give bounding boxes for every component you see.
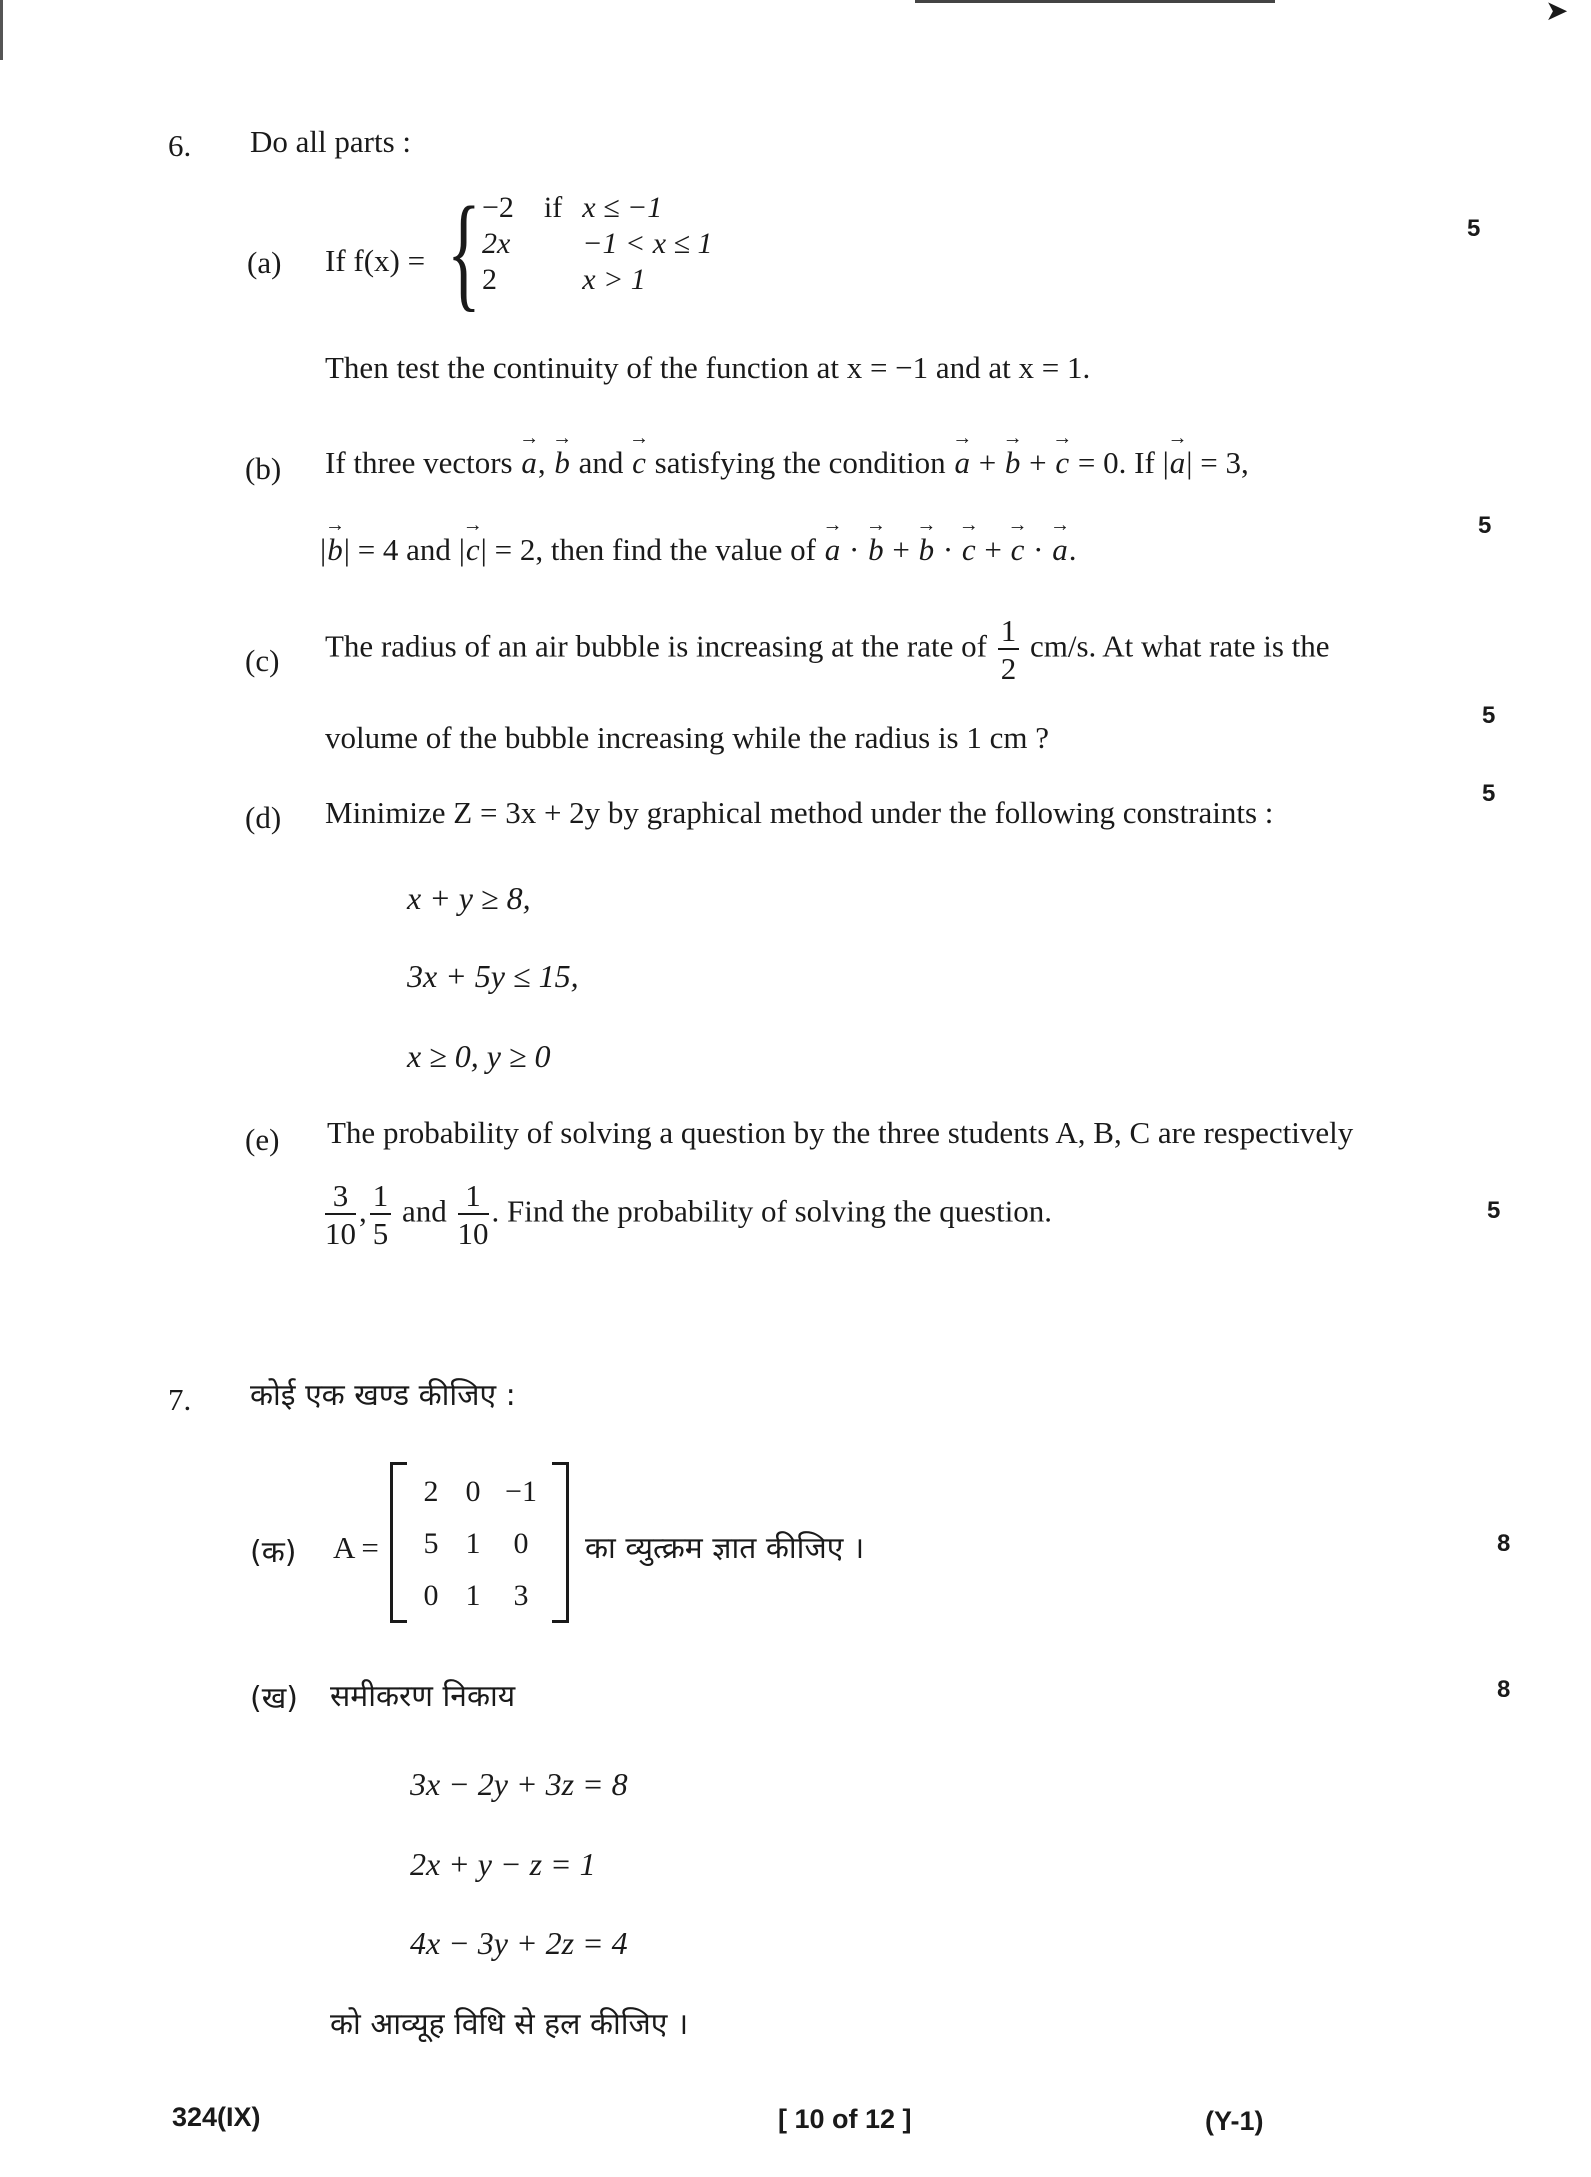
vector-b-mag: → b	[326, 532, 344, 568]
part-c-line-2: volume of the bubble increasing while the radius is 1 cm ?	[325, 720, 1050, 755]
case-3-if	[524, 262, 572, 298]
fraction-1-num: 3	[325, 1180, 356, 1215]
case-2-value: 2x	[482, 227, 511, 260]
case-1-value: −2	[482, 191, 514, 224]
part-c-frac-num: 1	[998, 615, 1020, 650]
part-a-lhs-text: If f(x) =	[325, 243, 426, 278]
question-7-number: 7.	[168, 1382, 192, 1417]
part-b-text-3: = 0. If	[1077, 445, 1155, 480]
part-c-line-1	[325, 615, 1330, 684]
matrix-cell-1-2: 0	[465, 1475, 481, 1508]
fraction-2	[370, 1180, 392, 1249]
case-1-if: if	[543, 191, 563, 224]
part-b-line-2: |→ b| = 4 and |→ c| = 2, then find the value of → a · → b + → b · → c + → c · → a.	[320, 532, 1077, 568]
part-kha-label: (ख)	[250, 1681, 298, 1716]
vector-b: → b	[553, 445, 571, 481]
fraction-3	[458, 1180, 489, 1249]
matrix-a	[410, 1466, 548, 1622]
constraint-2: 3x + 5y ≤ 15,	[407, 958, 579, 994]
part-d-marks: 5	[1482, 780, 1496, 807]
part-e-marks: 5	[1487, 1197, 1501, 1224]
matrix-cell-1-1: 2	[423, 1475, 439, 1508]
fraction-2-num: 1	[370, 1180, 392, 1215]
part-kha-marks: 8	[1497, 1676, 1511, 1703]
part-ka-text: का व्युत्क्रम ज्ञात कीजिए ।	[585, 1531, 865, 1566]
part-b-marks: 5	[1478, 512, 1492, 539]
matrix-left-bracket	[390, 1462, 407, 1623]
footer-paper-code: 324(IX)	[172, 2102, 261, 2132]
part-e-line-2: $\frac{3}{10}$ , $\frac{1}{5}$ and $\frac{1}{10}$ . Find the probability of solving the question.	[325, 1178, 1053, 1251]
vector-c-dot: → c	[961, 532, 977, 568]
vector-a-mag: → a	[1169, 445, 1187, 481]
part-kha-closing: को आव्यूह विधि से हल कीजिए ।	[330, 2007, 689, 2042]
vector-b-dot: → b	[867, 532, 885, 568]
matrix-cell-2-2: 1	[465, 1527, 481, 1560]
fraction-1	[325, 1180, 356, 1249]
part-ka-marks: 8	[1497, 1530, 1511, 1557]
equation-2: 2x + y − z = 1	[410, 1846, 596, 1882]
vector-c-dot2: → c	[1010, 532, 1026, 568]
vector-a: → a	[520, 445, 538, 481]
scan-edge-line	[915, 0, 1275, 3]
matrix-cell-3-1: 0	[423, 1579, 439, 1612]
vector-a-dot: → a	[824, 532, 842, 568]
piecewise-brace: {	[447, 181, 481, 323]
vector-c: → c	[631, 445, 647, 481]
part-e-line-1: The probability of solving a question by the three students A, B, C are respectively	[327, 1115, 1354, 1150]
part-c-text-2: cm/s. At what rate is the	[1029, 628, 1330, 664]
case-1-condition: x ≤ −1	[582, 191, 663, 224]
fraction-1-den: 10	[325, 1216, 356, 1251]
constraint-3: x ≥ 0, y ≥ 0	[407, 1038, 551, 1074]
part-b-text-6: = 2, then find the value of	[494, 532, 817, 567]
matrix-right-bracket	[552, 1462, 569, 1623]
vector-c-sum: → c	[1054, 445, 1070, 481]
part-b-text-1: If three vectors	[325, 445, 513, 480]
vector-a-sum: → a	[953, 445, 971, 481]
part-e-and: and	[402, 1193, 447, 1229]
piecewise-row-2	[472, 226, 723, 262]
question-7-instruction: कोई एक खण्ड कीजिए :	[250, 1378, 516, 1413]
matrix-cell-2-1: 5	[423, 1527, 439, 1560]
part-d-text: Minimize Z = 3x + 2y by graphical method under the following constraints :	[325, 795, 1274, 830]
part-c-marks: 5	[1482, 702, 1496, 729]
footer-page-number: [ 10 of 12 ]	[778, 2104, 912, 2134]
vector-a-dot2: → a	[1051, 532, 1069, 568]
part-a-marks: 5	[1467, 215, 1481, 242]
case-3-value: 2	[482, 263, 497, 296]
case-2-if	[524, 226, 572, 262]
matrix-cell-1-3: −1	[505, 1475, 537, 1508]
case-2-condition: −1 < x ≤ 1	[582, 227, 713, 260]
part-b-text-4: = 3,	[1200, 445, 1249, 480]
scan-arrow-mark: ➤	[1545, 0, 1569, 27]
part-b-line-1: If three vectors → a, → b and → c satisfying the condition → a + → b + → c = 0. If |→ a| = 3,	[325, 445, 1249, 481]
footer-set-code: (Y-1)	[1205, 2106, 1264, 2136]
part-d-label: (d)	[245, 800, 282, 835]
question-6-number: 6.	[168, 128, 192, 163]
part-b-and: and	[578, 445, 624, 480]
part-e-tail: . Find the probability of solving the question.	[491, 1193, 1053, 1229]
matrix-cell-3-3: 3	[513, 1579, 529, 1612]
matrix-cell-2-3: 0	[513, 1527, 529, 1560]
part-kha-text: समीकरण निकाय	[330, 1679, 516, 1714]
vector-b-dot2: → b	[918, 532, 936, 568]
part-a-text: Then test the continuity of the function at x = −1 and at x = 1.	[325, 350, 1091, 385]
piecewise-cases	[472, 190, 723, 298]
vector-c-mag: → c	[465, 532, 481, 568]
matrix-row-2	[410, 1518, 548, 1570]
part-c-text-1: The radius of an air bubble is increasing at the rate of	[325, 628, 987, 664]
fraction-3-den: 10	[457, 1216, 489, 1251]
matrix-cell-3-2: 1	[465, 1579, 481, 1612]
matrix-row-1	[410, 1466, 548, 1518]
part-a-lhs	[325, 243, 425, 279]
fraction-2-den: 5	[372, 1216, 389, 1251]
constraint-1: x + y ≥ 8,	[407, 880, 531, 916]
fraction-3-num: 1	[458, 1180, 489, 1215]
part-ka-label: (क)	[250, 1535, 297, 1570]
scan-edge-mark	[0, 0, 3, 60]
equation-1: 3x − 2y + 3z = 8	[410, 1766, 628, 1802]
equation-3: 4x − 3y + 2z = 4	[410, 1925, 628, 1961]
part-e-label: (e)	[245, 1122, 280, 1157]
case-3-condition: x > 1	[582, 263, 646, 296]
part-c-fraction	[998, 615, 1020, 684]
part-b-text-2: satisfying the condition	[654, 445, 946, 480]
piecewise-row-1	[472, 190, 723, 226]
part-b-label: (b)	[245, 451, 282, 486]
piecewise-row-3	[472, 262, 723, 298]
part-c-frac-den: 2	[1000, 651, 1017, 686]
matrix-row-3	[410, 1570, 548, 1622]
part-c-label: (c)	[245, 643, 280, 678]
part-ka-lhs: A =	[333, 1530, 379, 1565]
question-6-instruction: Do all parts :	[250, 124, 411, 159]
part-b-text-5: = 4 and	[357, 532, 451, 567]
part-a-label: (a)	[247, 245, 282, 280]
vector-b-sum: → b	[1004, 445, 1022, 481]
